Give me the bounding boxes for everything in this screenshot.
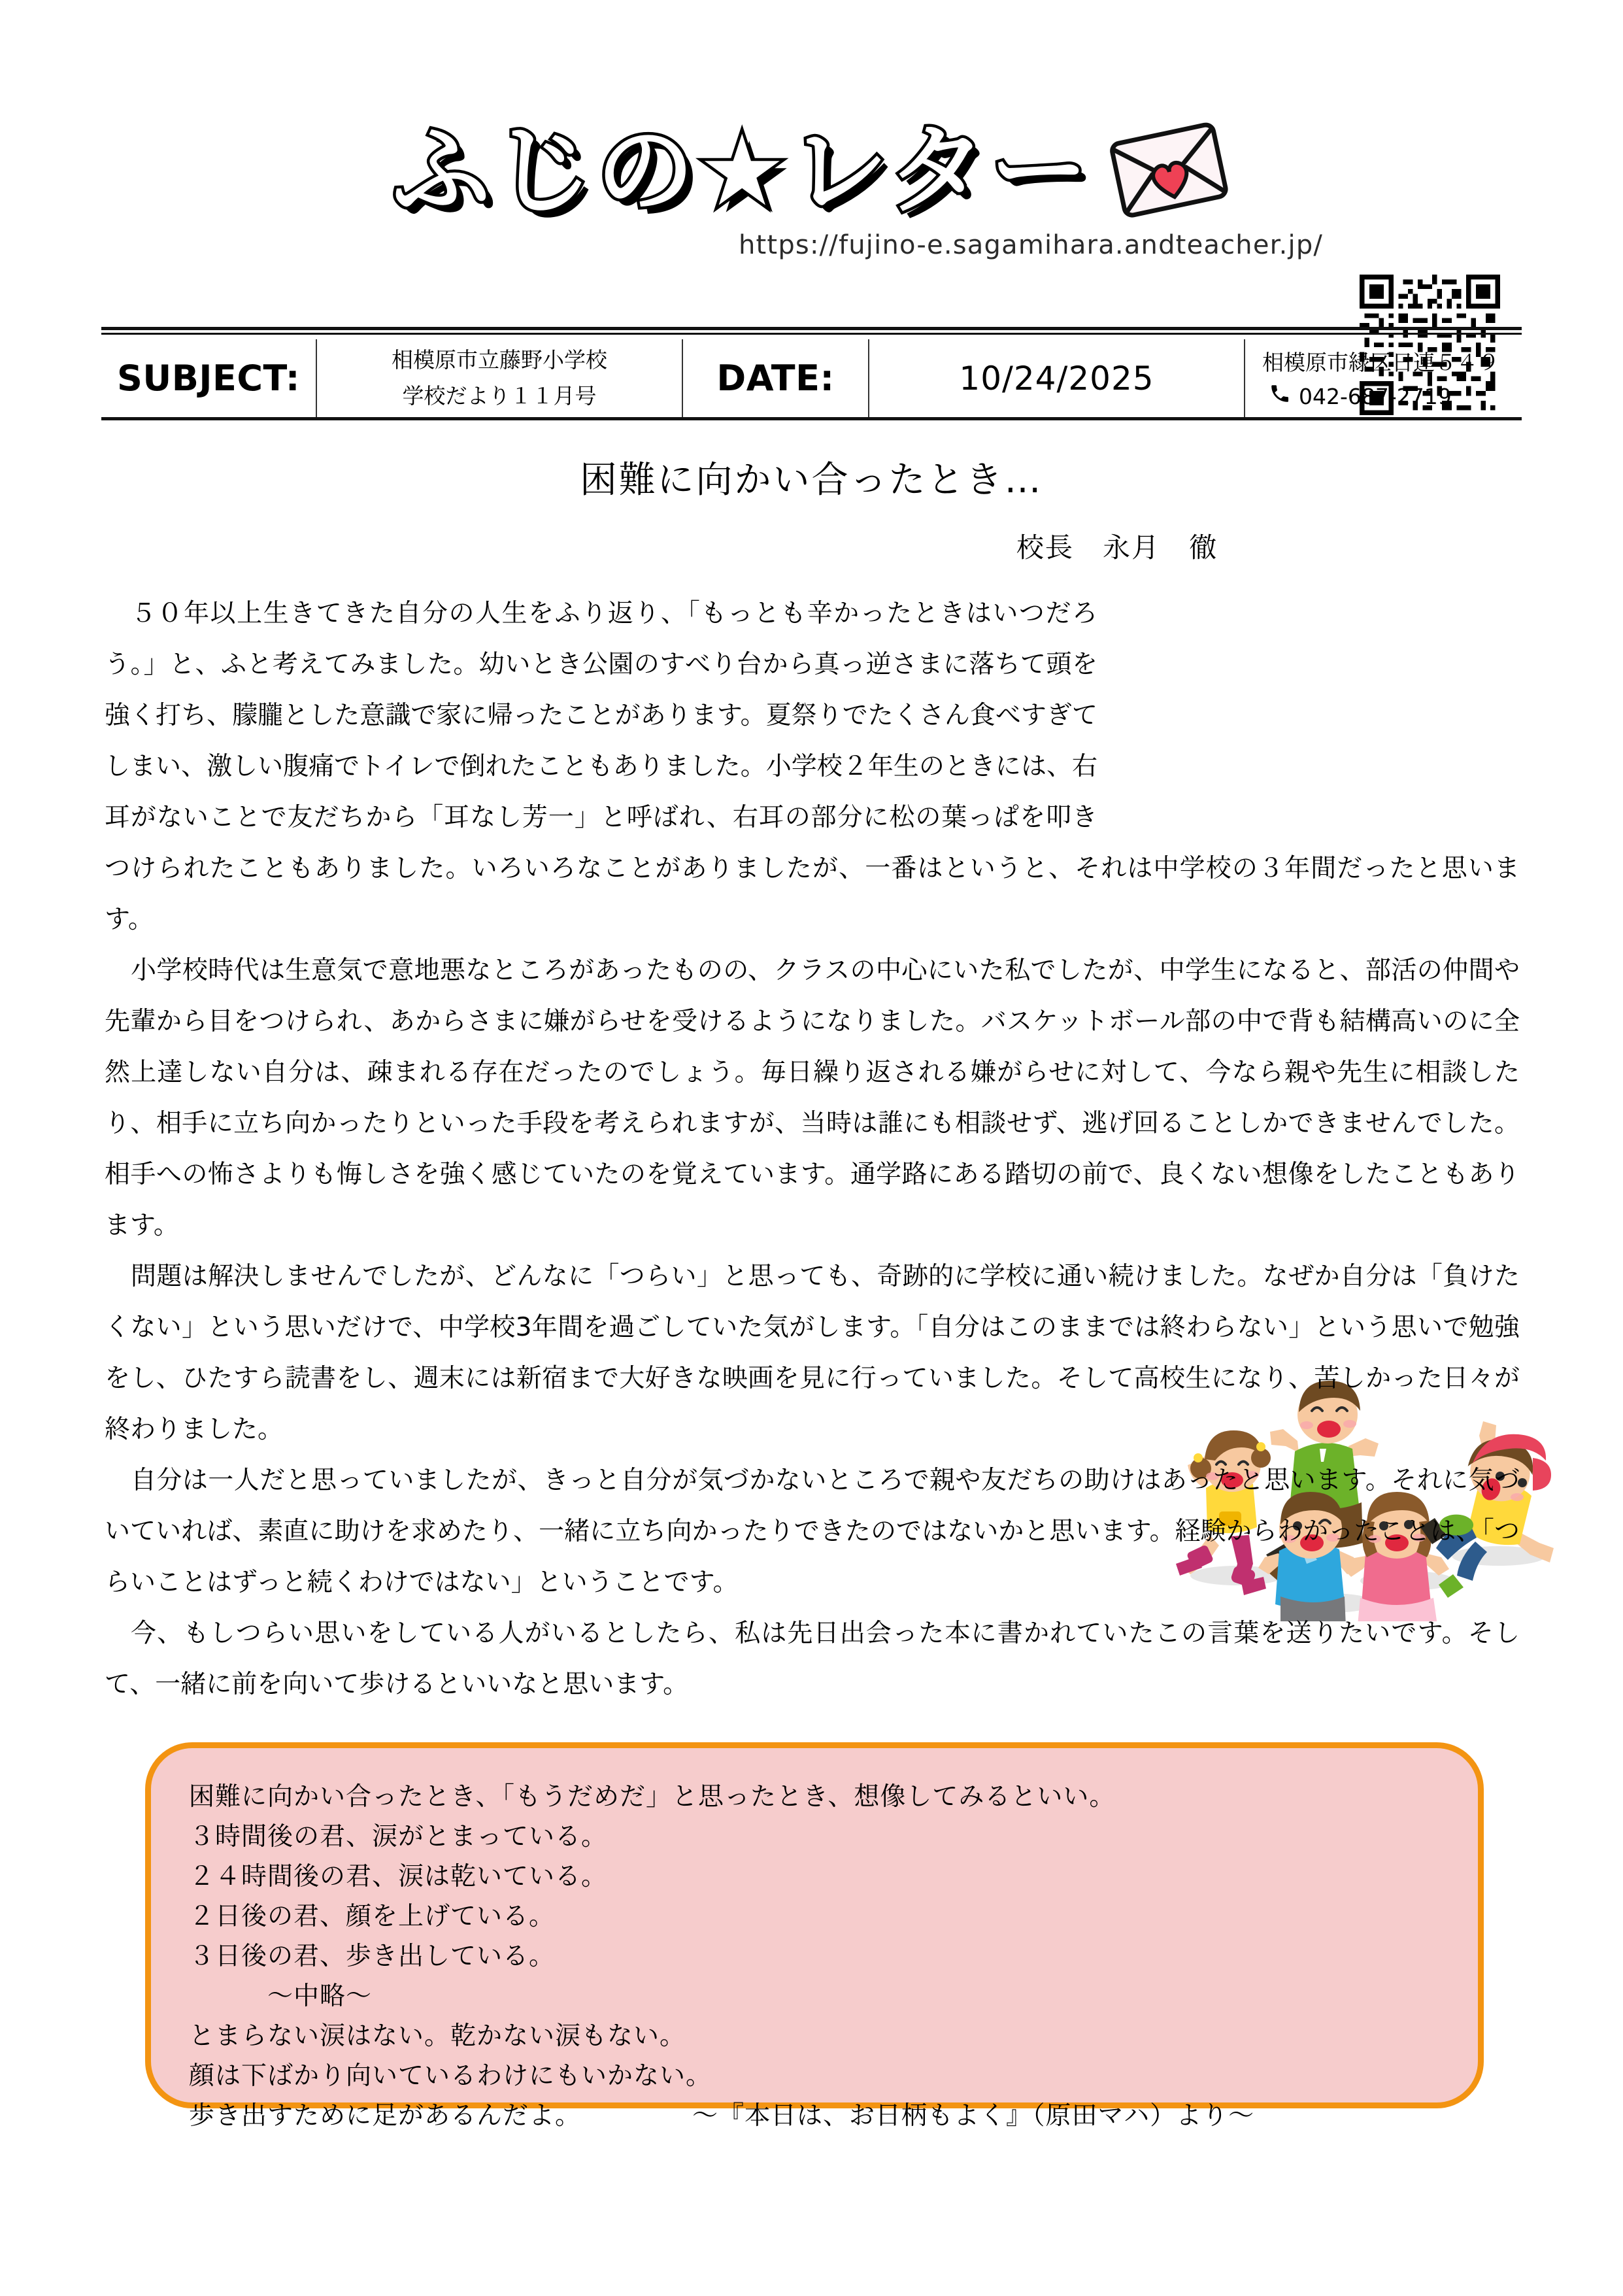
- masthead-divider: [101, 327, 1522, 335]
- date-value: 10/24/2025: [959, 359, 1154, 397]
- subject-value-cell: [317, 339, 683, 417]
- meta-table: [101, 339, 1522, 420]
- school-name: 相模原市立藤野小学校: [392, 347, 607, 373]
- quote-line: ２日後の君、顔を上げている。: [189, 1902, 556, 1931]
- quote-line: 歩き出すために足があるんだよ。: [189, 2101, 582, 2131]
- paragraph: 問題は解決しませんでしたが、どんなに「つらい」と思っても、奇跡的に学校に通い続けました。なぜか自分は「負けたくない」という思いだけで、中学校3年間を過ごしていた気がします。「自分はこのままでは終わらない」という思いで勉強をし、ひたすら読書をし、週末には新宿まで大好きな映画を見に行っていました。そして高校生になり、苦しかった日々が終わりました。: [105, 1262, 1520, 1444]
- envelope-heart-icon: [1107, 116, 1231, 231]
- quote-line: ２４時間後の君、涙は乾いている。: [189, 1862, 608, 1891]
- newsletter-url[interactable]: https://fujino-e.sagamihara.andteacher.jp/: [739, 230, 1324, 260]
- logo-row: [392, 111, 1231, 231]
- quote-line: ３日後の君、歩き出している。: [189, 1942, 556, 1971]
- quote-box: [145, 1742, 1484, 2131]
- quote-last-row: [189, 2096, 1478, 2136]
- quote-line: 顔は下ばかり向いているわけにもいかない。: [189, 2061, 712, 2091]
- page-title: 困難に向かい合ったとき…: [580, 459, 1043, 501]
- date-label: DATE:: [716, 358, 835, 399]
- quote-attribution: 〜『本日は、お日柄もよく』（原田マハ）より〜: [692, 2101, 1255, 2131]
- newsletter-logo-title: ふじの★レター: [392, 114, 1092, 228]
- quote-line: 〜中略〜: [189, 1982, 373, 2011]
- paragraph: 自分は一人だと思っていましたが、きっと自分が気づかないところで親や友だちの助けはあったと思います。それに気づいていれば、素直に助けを求めたり、一緒に立ち向かったりできたのではないかと思います。経験からわかったことは、「つらいことはずっと続くわけではない」ということです。: [105, 1466, 1520, 1597]
- phone-number: 042-687-2719: [1299, 383, 1452, 409]
- paragraph: 小学校時代は生意気で意地悪なところがあったものの、クラスの中心にいた私でしたが、中学生になると、部活の仲間や先輩から目をつけられ、あからさまに嫌がらせを受けるようになりました。バスケットボール部の中で背も結構高いのに全然上達しない自分は、疎まれる存在だったのでしょう。毎日繰り返される嫌がらせに対して、今なら親や先生に相談したり、相手に立ち向かったりといった手段を考えられますが、当時は誰にも相談せず、逃げ回ることしかできませんでした。相手への怖さよりも悔しさを強く感じていたのを覚えています。通学路にある踏切の前で、良くない想像をしたこともあります。: [105, 956, 1520, 1240]
- subject-label: SUBJECT:: [117, 358, 300, 399]
- phone-row: [1262, 382, 1452, 410]
- date-label-cell: [683, 339, 869, 417]
- quote-line: ３時間後の君、涙がとまっている。: [189, 1822, 608, 1851]
- issue-name: 学校だより１１月号: [402, 382, 597, 409]
- date-value-cell: [869, 339, 1245, 417]
- article-body: [105, 588, 1520, 1710]
- subject-label-cell: [101, 339, 317, 417]
- paragraph: ５０年以上生きてきた自分の人生をふり返り、「もっとも辛かったときはいつだろう。」と、ふと考えてみました。幼いとき公園のすべり台から真っ逆さまに落ちて頭を強く打ち、朦朧とした意識で家に帰ったことがあります。夏祭りでたくさん食べすぎてしまい、激しい腹痛でトイレで倒れたこともありました。小学校２年生のときには、右耳がないことで友だちから「耳なし芳一」と呼ばれ、右耳の部分に松の葉っぱを叩きつけられたこともありました。いろいろなことがありましたが、一番はというと、それは中学校の３年間だったと思います。: [105, 599, 1520, 934]
- quote-line: 困難に向かい合ったとき、「もうだめだ」と思ったとき、想像してみるといい。: [189, 1782, 1116, 1812]
- paragraph: 今、もしつらい思いをしている人がいるとしたら、私は先日出会った本に書かれていたこの言葉を送りたいです。そして、一緒に前を向いて歩けるといいなと思います。: [105, 1619, 1520, 1699]
- contact-cell: [1245, 339, 1522, 417]
- quote-line: とまらない涙はない。乾かない涙もない。: [189, 2021, 686, 2051]
- masthead: [0, 111, 1623, 327]
- school-address: 相模原市緑区日連５４９: [1262, 349, 1499, 375]
- phone-icon: [1269, 382, 1291, 410]
- illustration-wrap-spacer: [1114, 599, 1520, 841]
- byline: 校長 永月 徹: [1016, 532, 1218, 564]
